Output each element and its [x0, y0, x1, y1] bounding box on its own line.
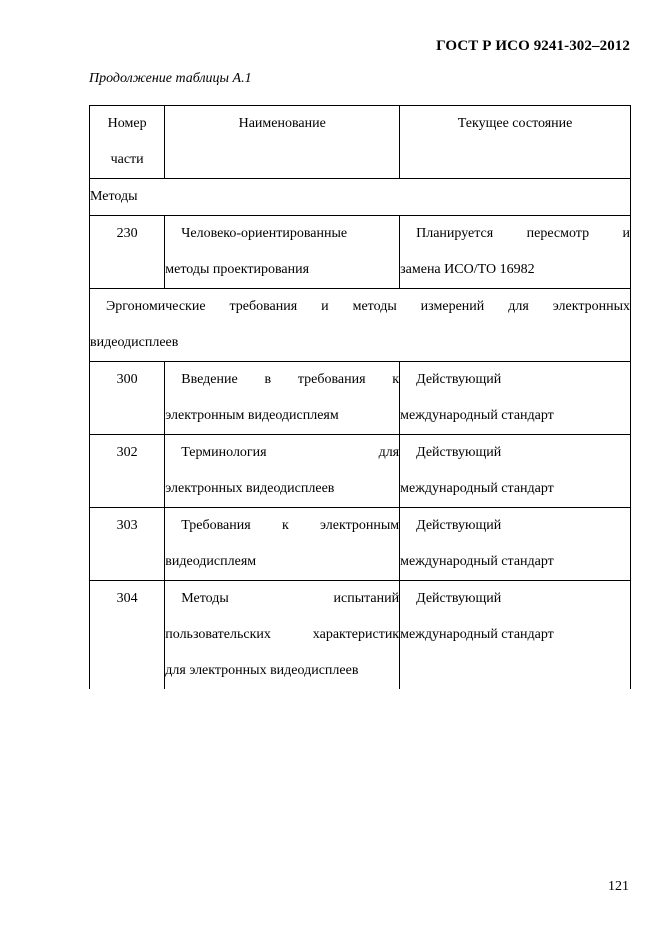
section-row-ergonomic	[90, 289, 631, 362]
part-status-line2: международный стандарт	[400, 554, 554, 569]
part-name-line2: электронным видеодисплеям	[165, 408, 339, 423]
part-name-line3: для электронных видеодисплеев	[165, 663, 359, 678]
part-status-line2: международный стандарт	[400, 627, 554, 642]
part-number-cell: 300	[90, 362, 165, 435]
column-header-number-line1: Номер	[107, 116, 147, 131]
part-status-line1: Действующий	[416, 445, 502, 460]
part-name-line2: видеодисплеям	[165, 554, 257, 569]
part-name-line2: электронных видеодисплеев	[165, 481, 335, 496]
part-name-cell	[165, 581, 400, 690]
part-status-cell	[400, 435, 631, 508]
part-name-line1: Требования к электронным	[181, 518, 400, 533]
section-methods-text: Методы	[90, 189, 138, 204]
table-row-230	[90, 216, 631, 289]
section-ergonomic-line2: видеодисплеев	[90, 335, 179, 350]
part-status-line1: Действующий	[416, 591, 502, 606]
table-caption: Продолжение таблицы А.1	[89, 71, 252, 86]
column-header-name: Наименование	[165, 106, 400, 179]
column-header-number-line2: части	[110, 152, 144, 167]
part-status-line2: международный стандарт	[400, 481, 554, 496]
column-header-number	[90, 106, 165, 179]
part-number-cell: 304	[90, 581, 165, 690]
part-number-cell: 230	[90, 216, 165, 289]
part-status-line2: замена ИСО/ТО 16982	[400, 262, 535, 277]
table-row-302	[90, 435, 631, 508]
part-name-cell	[165, 508, 400, 581]
page-number: 121	[608, 879, 629, 894]
part-status-line1: Действующий	[416, 372, 502, 387]
part-name-cell	[165, 216, 400, 289]
part-name-cell	[165, 435, 400, 508]
column-header-status: Текущее состояние	[400, 106, 631, 179]
document-id: ГОСТ Р ИСО 9241-302–2012	[436, 38, 630, 54]
section-ergonomic-line1: Эргономические требования и методы измерений для электронных	[106, 299, 630, 314]
table-row-300	[90, 362, 631, 435]
part-number-cell: 303	[90, 508, 165, 581]
part-status-cell	[400, 508, 631, 581]
section-label-methods	[90, 179, 631, 216]
part-status-cell	[400, 581, 631, 690]
parts-table	[89, 105, 631, 689]
table-row-303	[90, 508, 631, 581]
part-name-line1: Методы испытаний	[181, 591, 400, 606]
table-header-row	[90, 106, 631, 179]
part-status-cell	[400, 362, 631, 435]
part-name-line1: Человеко-ориентированные	[181, 226, 348, 241]
part-name-line2: методы проектирования	[165, 262, 310, 277]
section-label-ergonomic	[90, 289, 631, 362]
table-row-304	[90, 581, 631, 690]
section-row-methods	[90, 179, 631, 216]
part-name-line2: пользовательских характеристик	[165, 627, 400, 642]
part-number-cell: 302	[90, 435, 165, 508]
part-status-line1: Планируется пересмотр и	[416, 226, 630, 241]
part-status-cell	[400, 216, 631, 289]
part-name-cell	[165, 362, 400, 435]
part-name-line1: Терминология для	[181, 445, 400, 460]
part-status-line1: Действующий	[416, 518, 502, 533]
part-name-line1: Введение в требования к	[181, 372, 400, 387]
part-status-line2: международный стандарт	[400, 408, 554, 423]
